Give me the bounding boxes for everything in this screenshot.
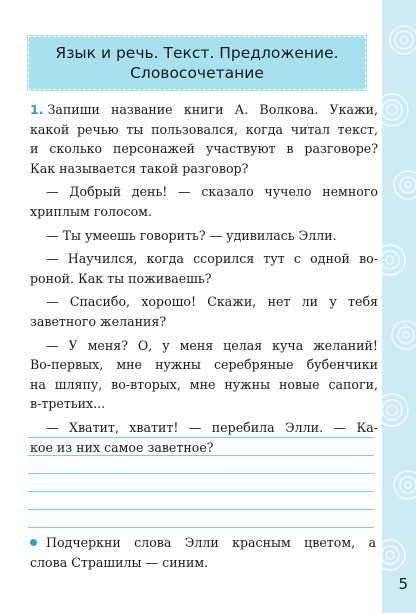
page-number: 5 [398,575,408,593]
section-title-box [28,36,366,90]
dialogue-line: — У меня? О, у меня целая куча желаний! [46,337,378,353]
dialogue-line: на шляпу, во-вторых, мне нужны новые сапоги, [30,376,378,392]
exercise-1 [30,100,378,457]
dialogue-line: Во-первых, мне нужны серебряные бубенчики [30,357,378,373]
writing-line[interactable] [28,420,374,438]
bullet-dot-icon [30,539,37,546]
exercise-number: 1. [30,102,44,117]
writing-line[interactable] [28,492,374,510]
dialogue-line: кое из них самое заветное? [30,439,214,455]
dialogue-line: в-третьих... [30,396,106,412]
writing-line[interactable] [28,438,374,456]
dialogue-line: хриплым голосом. [30,203,152,219]
dialogue-line: — Добрый день! — сказало чучело немного [46,184,378,200]
section-title-line-1: Язык и речь. Текст. Предложение. [55,44,339,62]
task-line: и сколько персонажей участвуют в разговоре? [30,141,378,157]
dialogue-line: — Научился, когда ссорился тут с одной во- [46,251,378,267]
section-title-line-2: Словосочетание [130,64,264,82]
answer-writing-lines[interactable] [28,420,374,528]
dialogue-line: — Спасибо, хорошо! Скажи, нет ли у тебя [46,294,378,310]
bullet-task-line: слова Страшилы — синим. [30,554,209,570]
bullet-task-line: Подчеркни слова Элли красным цветом, а [30,533,376,553]
dialogue-line: роной. Как ты поживаешь? [30,270,212,286]
writing-line[interactable] [28,456,374,474]
dialogue-line: заветного желания? [30,313,167,329]
decorative-side-strip [382,0,416,613]
writing-line[interactable] [28,510,374,528]
dialogue-line: — Хватит, хватит! — перебила Элли. — Ка- [46,419,378,435]
task-line: 1. Запиши название книги А. Волкова. Укажи, [30,102,378,117]
bullet-task [30,533,376,572]
dialogue-line: — Ты умеешь говорить? — удивилась Элли. [46,227,337,243]
task-line: Как называется такой разговор? [30,160,249,176]
task-line: какой речью ты пользовался, когда читал текст, [30,121,378,137]
writing-line[interactable] [28,474,374,492]
swirl-pattern-icon [382,0,416,613]
